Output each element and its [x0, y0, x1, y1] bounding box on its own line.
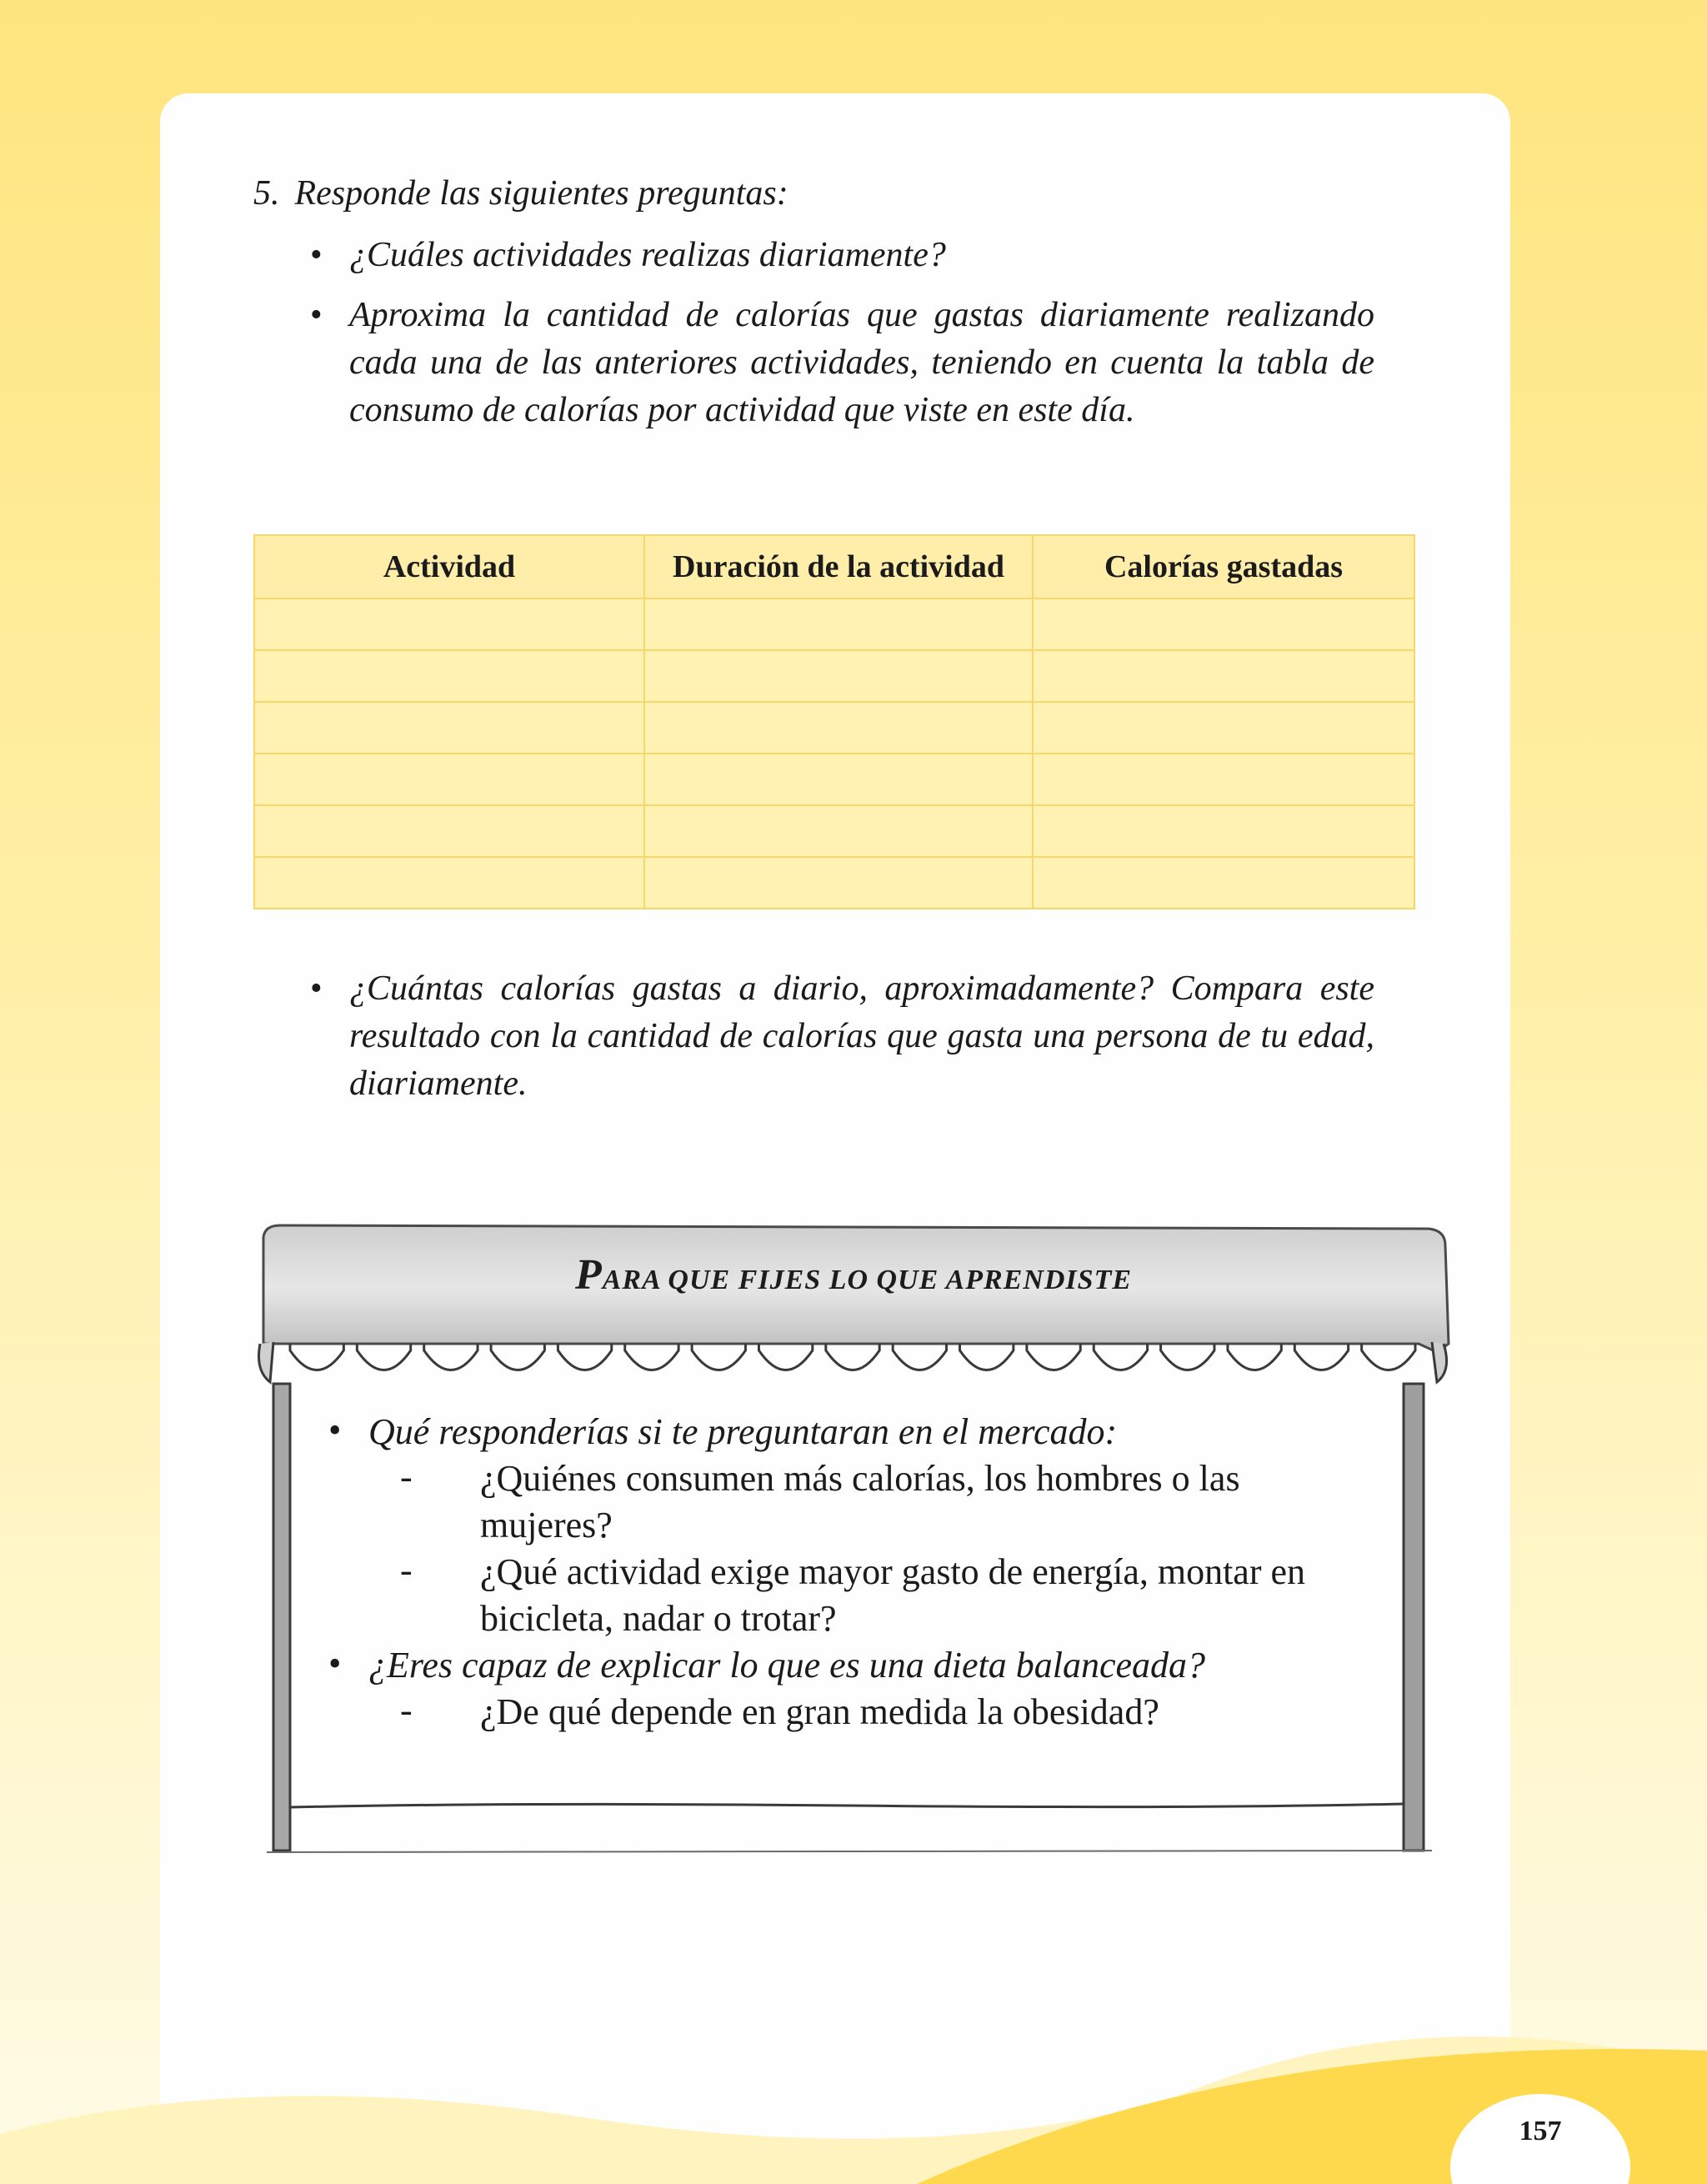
table-row [254, 650, 1414, 702]
bullet-text: ¿Cuáles actividades realizas diariamente? [349, 236, 946, 274]
table-row [254, 857, 1414, 909]
table-cell[interactable] [644, 702, 1033, 754]
table-cell[interactable] [1033, 650, 1414, 702]
question-prompt: Responde las siguientes preguntas: [294, 174, 788, 213]
table-cell[interactable] [1033, 857, 1414, 909]
table-cell[interactable] [254, 599, 644, 650]
footer-wave [0, 2017, 1707, 2184]
stall-subitem-3: ¿De qué depende en gran medida la obesidad? [480, 1691, 1159, 1732]
table-cell[interactable] [1033, 805, 1414, 857]
table-cell[interactable] [254, 857, 644, 909]
stall-subitem-1: ¿Quiénes consumen más calorías, los hombres o las mujeres? [480, 1458, 1240, 1545]
stall-title-rest: ARA QUE FIJES LO QUE APRENDISTE [602, 1265, 1133, 1295]
header-activity: Actividad [254, 535, 644, 599]
stall-bullet-marker: • [328, 1410, 342, 1450]
table-cell[interactable] [644, 599, 1033, 650]
table-row [254, 702, 1414, 754]
stall-dash-marker: - [400, 1456, 413, 1497]
table-row [254, 805, 1414, 857]
table-cell[interactable] [644, 857, 1033, 909]
table-cell[interactable] [1033, 599, 1414, 650]
bullet-marker: • [310, 296, 323, 334]
table-cell[interactable] [1033, 754, 1414, 805]
table-row [254, 599, 1414, 650]
stall-item-2: ¿Eres capaz de explicar lo que es una dieta balanceada? [368, 1645, 1206, 1686]
stall-dash-marker: - [400, 1690, 413, 1731]
stall-dash-marker: - [400, 1550, 413, 1590]
stall-title [255, 1250, 1452, 1300]
table-cell[interactable] [644, 754, 1033, 805]
bullet-text: ¿Cuántas calorías gastas a diario, aproximadamente? Compara este resultado con la cantidad de calorías que gasta una persona de tu edad, diariamente. [349, 969, 1374, 1103]
stall-bullet-marker: • [328, 1643, 342, 1684]
header-calories: Calorías gastadas [1033, 535, 1414, 599]
stall-title-initial: P [574, 1251, 603, 1299]
stall-subitem-2: ¿Qué actividad exige mayor gasto de energía, montar en bicicleta, nadar o trotar? [480, 1551, 1306, 1639]
table-header-row [254, 535, 1414, 599]
activity-table [253, 534, 1415, 909]
table-cell[interactable] [644, 650, 1033, 702]
bullet-text: Aproxima la cantidad de calorías que gastas diariamente realizando cada una de las anteriores actividades, teniendo en cuenta la tabla de consumo de calorías por actividad que viste en este día. [349, 296, 1374, 429]
table-cell[interactable] [1033, 702, 1414, 754]
table-cell[interactable] [254, 805, 644, 857]
table-cell[interactable] [254, 702, 644, 754]
header-duration: Duración de la actividad [644, 535, 1033, 599]
stall-item-1: Qué responderías si te preguntaran en el mercado: [368, 1411, 1118, 1452]
page-number: 157 [1519, 2116, 1562, 2146]
table-cell[interactable] [254, 650, 644, 702]
question-number: 5. [253, 174, 280, 213]
bullet-marker: • [310, 969, 323, 1008]
question-heading [253, 173, 1420, 213]
bullet-marker: • [310, 236, 323, 274]
table-cell[interactable] [644, 805, 1033, 857]
table-row [254, 754, 1414, 805]
table-cell[interactable] [254, 754, 644, 805]
